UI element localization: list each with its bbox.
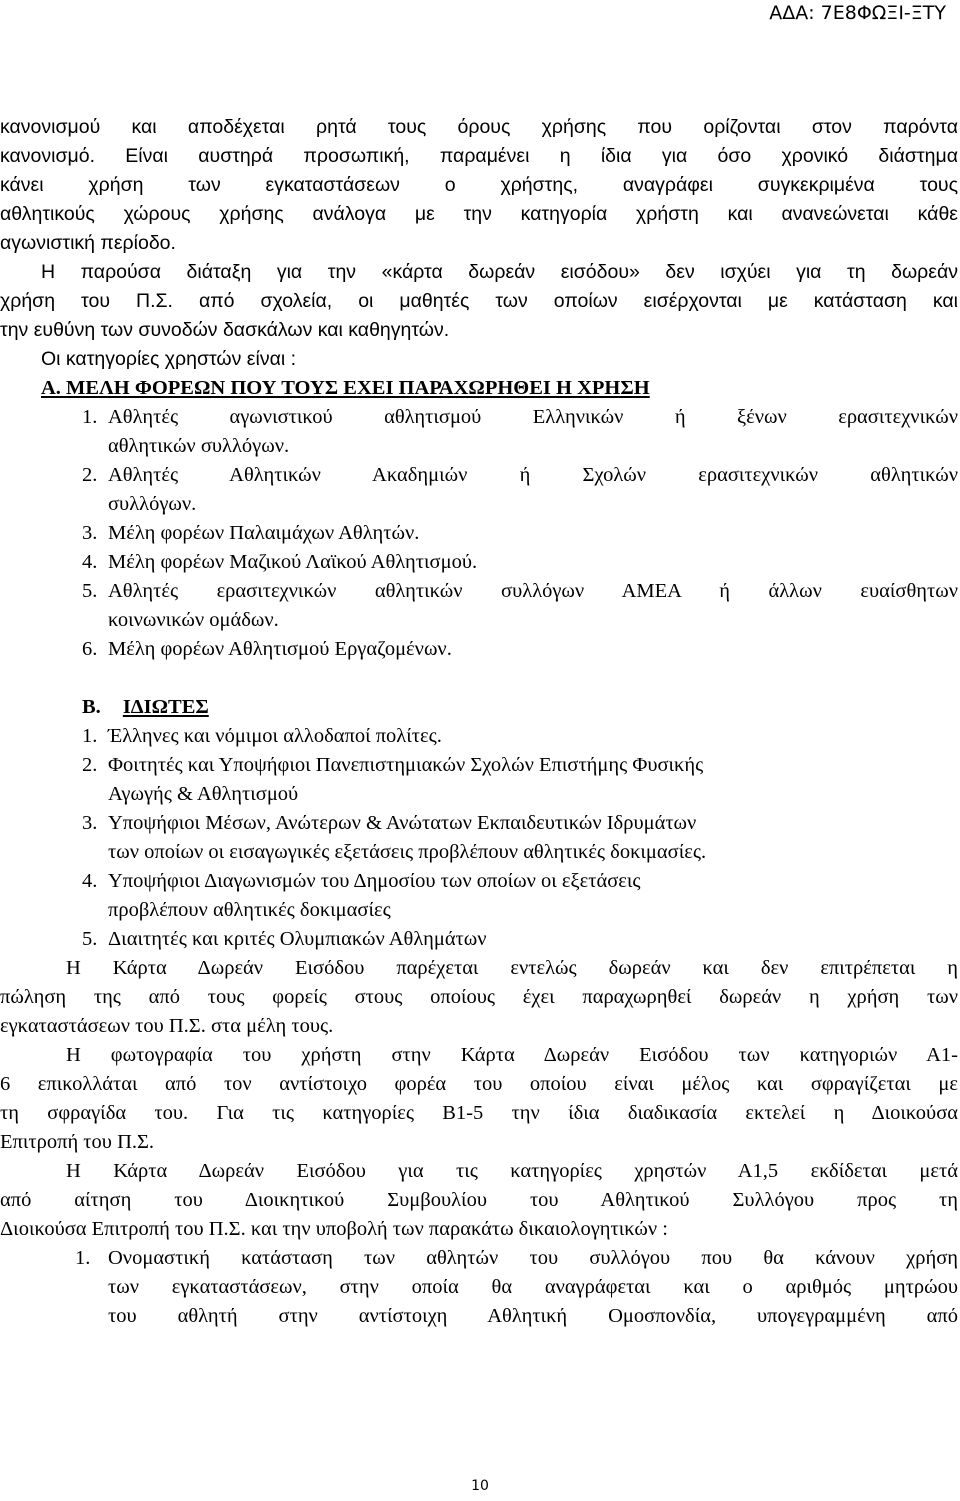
list-item <box>0 809 958 867</box>
item-number: 1. <box>82 725 98 747</box>
item-text-line: Αθλητές ερασιτεχνικών αθλητικών συλλόγων ΑΜΕΑ ή άλλων ευαίσθητων <box>108 580 958 602</box>
item-text-line: Αθλητές Αθλητικών Ακαδημιών ή Σχολών ερασιτεχνικών αθλητικών <box>108 464 958 486</box>
list-item <box>0 925 958 954</box>
issuance-paragraph <box>0 1157 958 1244</box>
list-item <box>0 577 958 635</box>
item-number: 4. <box>82 870 98 892</box>
text-line: Διοικούσα Επιτροπή του Π.Σ. και την υποβολή των παρακάτω δικαιολογητικών : <box>0 1218 668 1240</box>
text-line: Η Κάρτα Δωρεάν Εισόδου παρέχεται εντελώς δωρεάν και δεν επιτρέπεται η <box>66 957 958 979</box>
section-b-heading <box>0 693 958 722</box>
page-body <box>0 113 958 1331</box>
text-line: από αίτηση του Διοικητικού Συμβουλίου του Αθλητικού Συλλόγου προς τη <box>0 1189 958 1211</box>
section-b-letter: Β. <box>82 696 101 718</box>
section-b <box>0 693 958 954</box>
item-text-line: Μέλη φορέων Παλαιμάχων Αθλητών. <box>108 522 420 544</box>
item-text-line: Μέλη φορέων Αθλητισμού Εργαζομένων. <box>108 638 452 660</box>
categories-intro: Οι κατηγορίες χρηστών είναι : <box>41 348 297 370</box>
text-line: κάνει χρήση των εγκαταστάσεων ο χρήστης, αναγράφει συγκεκριμένα τους <box>0 174 958 196</box>
list-item <box>0 519 958 548</box>
document-id-header: ΑΔΑ: 7Ε8ΦΩΞΙ-ΞΤΥ <box>769 2 946 24</box>
blank-line <box>0 664 958 693</box>
item-number: 1. <box>82 406 98 428</box>
item-text-line: Φοιτητές και Υποψήφιοι Πανεπιστημιακών Σχολών Επιστήμης Φυσικής <box>108 754 704 776</box>
text-line: Η παρούσα διάταξη για την «κάρτα δωρεάν εισόδου» δεν ισχύει για τη δωρεάν <box>41 261 958 283</box>
item-text-line: Έλληνες και νόμιμοι αλλοδαποί πολίτες. <box>108 725 442 747</box>
list-item <box>0 635 958 664</box>
text-line: Επιτροπή του Π.Σ. <box>0 1131 155 1153</box>
item-text-line: προβλέπουν αθλητικές δοκιμασίες <box>108 899 391 921</box>
list-item <box>0 722 958 751</box>
list-item <box>0 1244 958 1331</box>
item-number: 4. <box>82 551 98 573</box>
item-text-line: Ονομαστική κατάσταση των αθλητών του συλλόγου που θα κάνουν χρήση <box>108 1247 958 1269</box>
item-text-line: Αθλητές αγωνιστικού αθλητισμού Ελληνικών ή ξένων ερασιτεχνικών <box>108 406 958 428</box>
item-number: 1. <box>75 1247 91 1269</box>
item-text-line: κοινωνικών ομάδων. <box>108 609 279 631</box>
item-number: 6. <box>82 638 98 660</box>
item-number: 2. <box>82 754 98 776</box>
text-line: 6 επικολλάται από τον αντίστοιχο φορέα του οποίου είναι μέλος και σφραγίζεται με <box>0 1073 958 1095</box>
item-number: 5. <box>82 580 98 602</box>
list-item <box>0 751 958 809</box>
text-line: εγκαταστάσεων του Π.Σ. στα μέλη τους. <box>0 1015 334 1037</box>
list-item <box>0 461 958 519</box>
item-text-line: των εγκαταστάσεων, στην οποία θα αναγράφεται και ο αριθμός μητρώου <box>108 1276 958 1298</box>
text-line: Η Κάρτα Δωρεάν Εισόδου για τις κατηγορίες χρηστών Α1,5 εκδίδεται μετά <box>66 1160 958 1182</box>
item-text-line: Αγωγής & Αθλητισμού <box>108 783 299 805</box>
intro-paragraph <box>0 113 958 258</box>
item-number: 2. <box>82 464 98 486</box>
text-line: χρήση του Π.Σ. από σχολεία, οι μαθητές των οποίων εισέρχονται με κατάσταση και <box>0 290 958 312</box>
text-line: κανονισμού και αποδέχεται ρητά τους όρους χρήσης που ορίζονται στον παρόντα <box>0 116 958 138</box>
list-item <box>0 403 958 461</box>
item-text-line: συλλόγων. <box>108 493 197 515</box>
text-line: αθλητικούς χώρους χρήσης ανάλογα με την κατηγορία χρήστη και ανανεώνεται κάθε <box>0 203 958 225</box>
text-line: πώληση της από τους φορείς στους οποίους έχει παραχωρηθεί δωρεάν η χρήση των <box>0 986 958 1008</box>
text-line: την ευθύνη των συνοδών δασκάλων και καθηγητών. <box>0 319 450 341</box>
item-number: 3. <box>82 812 98 834</box>
item-text-line: του αθλητή στην αντίστοιχη Αθλητική Ομοσπονδία, υπογεγραμμένη από <box>108 1305 958 1327</box>
item-text-line: αθλητικών συλλόγων. <box>108 435 290 457</box>
item-text-line: των οποίων οι εισαγωγικές εξετάσεις προβλέπουν αθλητικές δοκιμασίες. <box>108 841 707 863</box>
school-use-paragraph <box>0 258 958 374</box>
section-b-title: ΙΔΙΩΤΕΣ <box>122 696 209 718</box>
text-line: αγωνιστική περίοδο. <box>0 232 176 254</box>
item-text-line: Υποψήφιοι Μέσων, Ανώτερων & Ανώτατων Εκπαιδευτικών Ιδρυμάτων <box>108 812 697 834</box>
item-text-line: Υποψήφιοι Διαγωνισμών του Δημοσίου των οποίων οι εξετάσεις <box>108 870 641 892</box>
item-text-line: Μέλη φορέων Μαζικού Λαϊκού Αθλητισμού. <box>108 551 478 573</box>
page-number: 10 <box>471 1478 489 1494</box>
text-line: κανονισμό. Είναι αυστηρά προσωπική, παραμένει η ίδια για όσο χρονικό διάστημα <box>0 145 958 167</box>
item-number: 5. <box>82 928 98 950</box>
free-card-paragraph <box>0 954 958 1041</box>
list-item <box>0 867 958 925</box>
photo-paragraph <box>0 1041 958 1157</box>
text-line: Η φωτογραφία του χρήστη στην Κάρτα Δωρεάν Εισόδου των κατηγοριών Α1- <box>66 1044 958 1066</box>
item-number: 3. <box>82 522 98 544</box>
section-a <box>0 374 958 664</box>
list-item <box>0 548 958 577</box>
section-a-heading: Α. ΜΕΛΗ ΦΟΡΕΩΝ ΠΟΥ ΤΟΥΣ ΕΧΕΙ ΠΑΡΑΧΩΡΗΘΕΙ Η ΧΡΗΣΗ <box>41 377 650 399</box>
text-line: τη σφραγίδα του. Για τις κατηγορίες Β1-5 την ίδια διαδικασία εκτελεί η Διοικούσα <box>0 1102 958 1124</box>
item-text-line: Διαιτητές και κριτές Ολυμπιακών Αθλημάτων <box>108 928 487 950</box>
